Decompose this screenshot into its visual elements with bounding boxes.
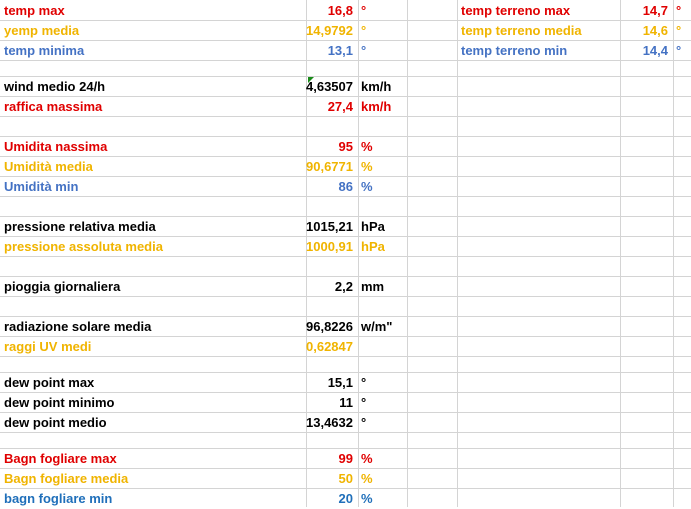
ground-temp-value-cell[interactable]: 14,7 (642, 3, 668, 18)
metric-value-cell[interactable]: 0,62847 (306, 339, 353, 354)
metric-unit-cell[interactable]: ° (361, 43, 367, 58)
metric-unit-cell[interactable]: % (361, 179, 373, 194)
metric-unit-cell[interactable]: mm (361, 279, 385, 294)
metric-unit-cell[interactable]: % (361, 471, 373, 486)
cell-comment-marker-icon (308, 77, 314, 83)
ground-temp-label-cell[interactable]: temp terreno max (461, 3, 571, 18)
metric-unit-cell[interactable]: % (361, 451, 373, 466)
metric-label-cell[interactable]: bagn fogliare min (4, 491, 113, 506)
metric-unit-cell[interactable]: hPa (361, 219, 385, 234)
metric-unit-cell[interactable]: ° (361, 3, 367, 18)
metric-label-cell[interactable]: wind medio 24/h (4, 79, 106, 94)
grid-column-line (457, 0, 458, 507)
metric-value-cell[interactable]: 13,4632 (306, 415, 353, 430)
grid-column-line (620, 0, 621, 507)
metric-label-cell[interactable]: temp max (4, 3, 65, 18)
metric-label-cell[interactable]: pressione relativa media (4, 219, 156, 234)
metric-label-cell[interactable]: pressione assoluta media (4, 239, 163, 254)
metric-value-cell[interactable]: 15,1 (327, 375, 353, 390)
metric-value-cell[interactable]: 86 (338, 179, 353, 194)
metric-value-cell[interactable]: 14,9792 (306, 23, 353, 38)
metric-label-cell[interactable]: Bagn fogliare media (4, 471, 129, 486)
ground-temp-label-cell[interactable]: temp terreno media (461, 23, 582, 38)
metric-label-cell[interactable]: Umidita nassima (4, 139, 108, 154)
metric-value-cell[interactable]: 50 (338, 471, 353, 486)
metric-value-cell[interactable]: 95 (338, 139, 353, 154)
metric-label-cell[interactable]: dew point medio (4, 415, 107, 430)
metric-label-cell[interactable]: temp minima (4, 43, 85, 58)
grid-column-line (407, 0, 408, 507)
metric-value-cell[interactable]: 96,8226 (306, 319, 353, 334)
ground-temp-label-cell[interactable]: temp terreno min (461, 43, 568, 58)
metric-unit-cell[interactable]: hPa (361, 239, 385, 254)
metric-unit-cell[interactable]: % (361, 139, 373, 154)
metric-unit-cell[interactable]: ° (361, 375, 367, 390)
metric-value-cell[interactable]: 1015,21 (306, 219, 353, 234)
ground-temp-unit-cell[interactable]: ° (676, 23, 682, 38)
metric-label-cell[interactable]: dew point minimo (4, 395, 115, 410)
metric-unit-cell[interactable]: % (361, 159, 373, 174)
metric-value-cell[interactable]: 4,63507 (306, 79, 353, 94)
ground-temp-value-cell[interactable]: 14,4 (642, 43, 668, 58)
metric-label-cell[interactable]: raffica massima (4, 99, 103, 114)
ground-temp-unit-cell[interactable]: ° (676, 43, 682, 58)
metric-label-cell[interactable]: dew point max (4, 375, 95, 390)
metric-value-cell[interactable]: 90,6771 (306, 159, 353, 174)
ground-temp-value-cell[interactable]: 14,6 (642, 23, 668, 38)
metric-value-cell[interactable]: 1000,91 (306, 239, 353, 254)
metric-label-cell[interactable]: Bagn fogliare max (4, 451, 117, 466)
metric-value-cell[interactable]: 2,2 (334, 279, 353, 294)
metric-value-cell[interactable]: 99 (338, 451, 353, 466)
metric-unit-cell[interactable]: ° (361, 415, 367, 430)
metric-unit-cell[interactable]: % (361, 491, 373, 506)
metric-value-cell[interactable]: 20 (338, 491, 353, 506)
grid-column-line (673, 0, 674, 507)
metric-label-cell[interactable]: Umidità media (4, 159, 93, 174)
metric-label-cell[interactable]: Umidità min (4, 179, 79, 194)
metric-unit-cell[interactable]: km/h (361, 99, 392, 114)
metric-unit-cell[interactable]: ° (361, 23, 367, 38)
metric-unit-cell[interactable]: ° (361, 395, 367, 410)
metric-value-cell[interactable]: 27,4 (327, 99, 353, 114)
ground-temp-unit-cell[interactable]: ° (676, 3, 682, 18)
metric-label-cell[interactable]: yemp media (4, 23, 80, 38)
metric-label-cell[interactable]: radiazione solare media (4, 319, 152, 334)
metric-label-cell[interactable]: pioggia giornaliera (4, 279, 121, 294)
metric-value-cell[interactable]: 13,1 (327, 43, 353, 58)
metric-unit-cell[interactable]: w/m" (361, 319, 393, 334)
metric-label-cell[interactable]: raggi UV medi (4, 339, 92, 354)
metric-unit-cell[interactable]: km/h (361, 79, 392, 94)
metric-value-cell[interactable]: 16,8 (327, 3, 353, 18)
metric-value-cell[interactable]: 11 (339, 395, 353, 410)
